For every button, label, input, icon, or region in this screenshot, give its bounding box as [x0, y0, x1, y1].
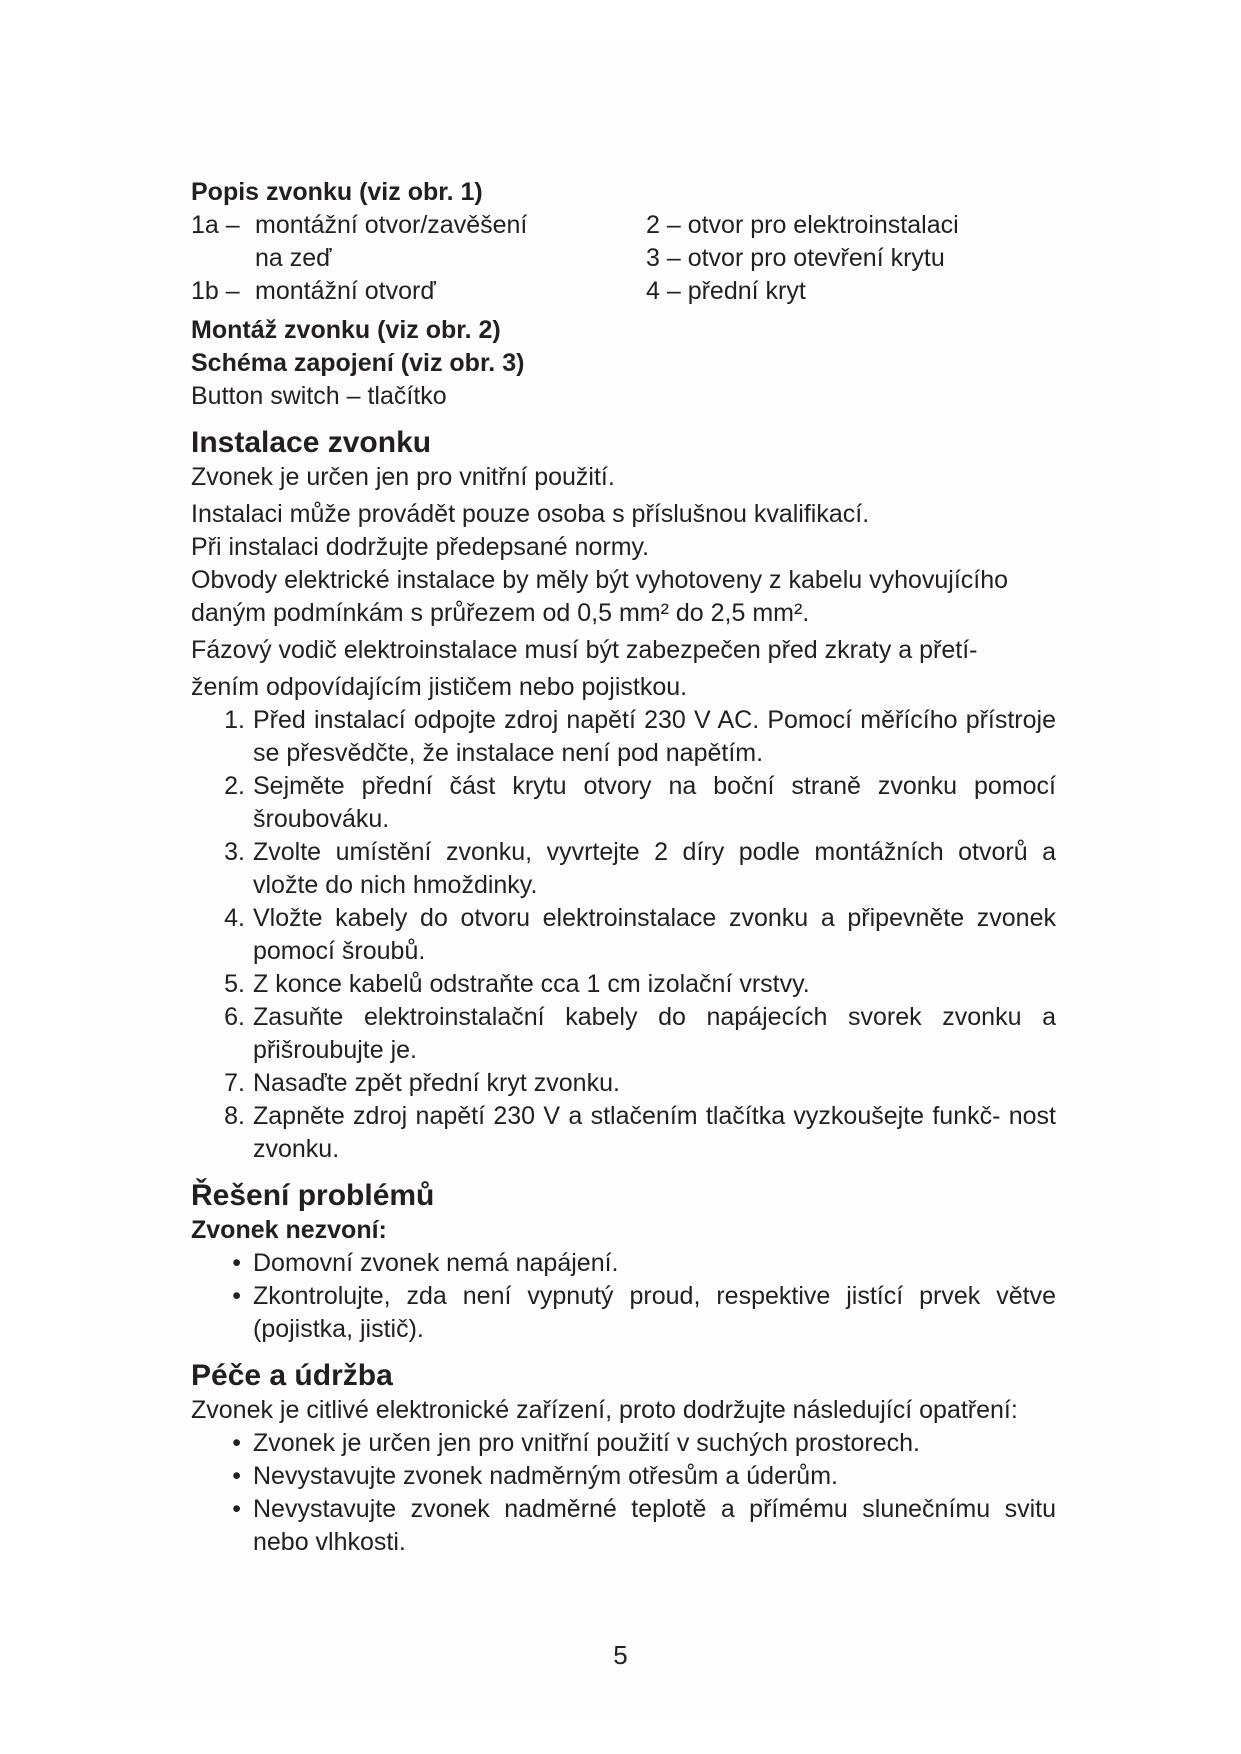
care-intro: Zvonek je citlivé elektronické zařízení, proto dodržujte následující opatření: [191, 1396, 1018, 1424]
step-text: Vložte kabely do otvoru elektroinstalace zvonku a připevněte zvonek pomocí šroubů. [253, 904, 1056, 965]
description-left-column [191, 209, 646, 308]
installation-paragraph: Fázový vodič elektroinstalace musí být zabezpečen před zkraty a přetí- [191, 636, 978, 664]
description-right-column [646, 209, 1056, 308]
definition-item [191, 275, 646, 308]
step-number: 5. [224, 970, 245, 998]
step-number: 6. [224, 1003, 245, 1031]
installation-heading: Instalace zvonku [191, 426, 432, 459]
list-item [191, 1100, 1056, 1166]
list-item [191, 1001, 1056, 1067]
page-number: 5 [613, 1640, 628, 1670]
bullet-glyph: • [232, 1462, 241, 1490]
wiring-text: Button switch – tlačítko [191, 382, 447, 410]
document-body [191, 176, 1056, 1559]
step-text: Zvolte umístění zvonku, vyvrtejte 2 díry podle montážních otvorů a vložte do nich hmoždinky. [253, 838, 1056, 899]
list-item [191, 1247, 1056, 1280]
definition-item: 2 – otvor pro elektroinstalaci [646, 211, 959, 239]
description-columns [191, 209, 1056, 308]
list-item [191, 1067, 1056, 1100]
wiring-heading: Schéma zapojení (viz obr. 3) [191, 349, 525, 377]
step-text: Zapněte zdroj napětí 230 V a stlačením tlačítka vyzkoušejte funkč- nost zvonku. [253, 1102, 1056, 1163]
installation-paragraph: Při instalaci dodržujte předepsané normy. [191, 533, 650, 561]
step-number: 2. [224, 772, 245, 800]
step-number: 3. [224, 838, 245, 866]
definition-key: 1b – [191, 277, 240, 305]
bullet-glyph: • [232, 1282, 241, 1310]
list-item [191, 1493, 1056, 1559]
definition-item: 3 – otvor pro otevření krytu [646, 244, 945, 272]
installation-paragraph: Zvonek je určen jen pro vnitřní použití. [191, 463, 615, 491]
list-item [191, 704, 1056, 770]
mounting-heading: Montáž zvonku (viz obr. 2) [191, 316, 501, 344]
troubleshooting-list [191, 1247, 1056, 1346]
bullet-glyph: • [232, 1249, 241, 1277]
installation-paragraph: Obvody elektrické instalace by měly být vyhotoveny z kabelu vyhovujícího daným podmínkám s průřezem od 0,5 mm² do 2,5 mm². [191, 566, 1009, 627]
bullet-glyph: • [232, 1495, 241, 1523]
list-item [191, 968, 1056, 1001]
definition-item [191, 209, 646, 242]
installation-steps [191, 704, 1056, 1166]
description-heading: Popis zvonku (viz obr. 1) [191, 178, 483, 206]
step-text: Sejměte přední část krytu otvory na boční straně zvonku pomocí šroubováku. [253, 772, 1056, 833]
definition-value: montážní otvorď [255, 277, 436, 305]
list-item [191, 836, 1056, 902]
step-number: 4. [224, 904, 245, 932]
step-number: 7. [224, 1069, 245, 1097]
bullet-text: Nevystavujte zvonek nadměrné teplotě a přímému slunečnímu svitu nebo vlhkosti. [253, 1495, 1056, 1556]
troubleshooting-subheading: Zvonek nezvoní: [191, 1216, 387, 1244]
bullet-glyph: • [232, 1429, 241, 1457]
definition-item: 4 – přední kryt [646, 277, 806, 305]
step-number: 8. [224, 1102, 245, 1130]
care-list [191, 1427, 1056, 1559]
bullet-text: Nevystavujte zvonek nadměrným otřesům a úderům. [253, 1462, 838, 1490]
troubleshooting-heading: Řešení problémů [191, 1179, 435, 1212]
care-heading: Péče a údržba [191, 1359, 393, 1392]
bullet-text: Zkontrolujte, zda není vypnutý proud, respektive jistící prvek větve (pojistka, jistič). [253, 1282, 1056, 1343]
definition-continuation: na zeď [255, 244, 332, 272]
list-item [191, 770, 1056, 836]
step-text: Zasuňte elektroinstalační kabely do napájecích svorek zvonku a přišroubujte je. [253, 1003, 1056, 1064]
bullet-text: Zvonek je určen jen pro vnitřní použití v suchých prostorech. [253, 1429, 920, 1457]
list-item [191, 1460, 1056, 1493]
definition-value: montážní otvor/zavěšení [255, 211, 528, 239]
list-item [191, 1280, 1056, 1346]
definition-key: 1a – [191, 211, 240, 239]
bullet-text: Domovní zvonek nemá napájení. [253, 1249, 619, 1277]
step-text: Nasaďte zpět přední kryt zvonku. [253, 1069, 620, 1097]
installation-paragraph: Instalaci může provádět pouze osoba s příslušnou kvalifikací. [191, 500, 870, 528]
list-item [191, 902, 1056, 968]
step-text: Před instalací odpojte zdroj napětí 230 V AC. Pomocí měřícího přístroje se přesvědčte, že instalace není pod napětím. [253, 706, 1056, 767]
step-text: Z konce kabelů odstraňte cca 1 cm izolační vrstvy. [253, 970, 810, 998]
list-item [191, 1427, 1056, 1460]
step-number: 1. [224, 706, 245, 734]
installation-paragraph: žením odpovídajícím jističem nebo pojistkou. [191, 673, 688, 701]
